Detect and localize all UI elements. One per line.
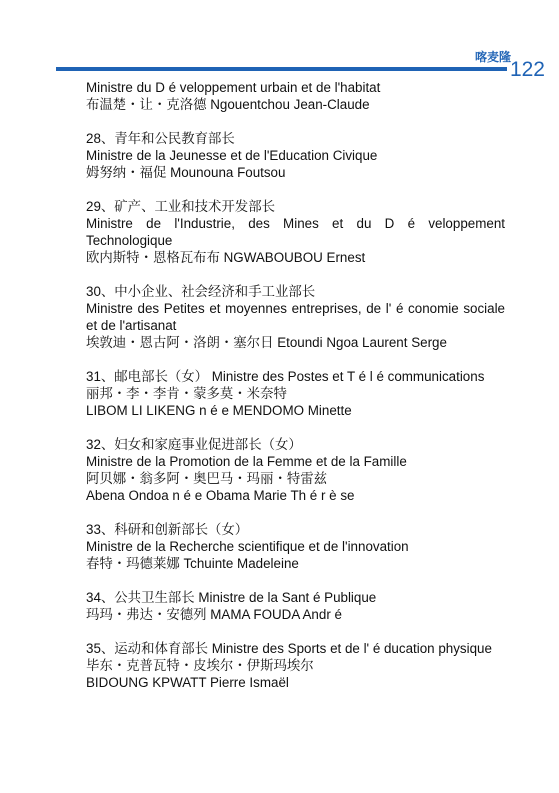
entry-line: BIDOUNG KPWATT Pierre Ismaël <box>86 675 289 690</box>
entry-block <box>86 640 505 691</box>
page-number: 122 <box>509 58 545 81</box>
entry-line: 33、科研和创新部长（女） <box>86 522 249 537</box>
entry-line: Ministre de la Promotion de la Femme et de la Famille <box>86 454 407 469</box>
entry-line: Ministre du D é veloppement urbain et de l'habitat <box>86 80 381 95</box>
entry-line: 丽邦・李・李肯・蒙多莫・米奈特 <box>86 386 287 401</box>
entry-block <box>86 521 505 572</box>
entry-line: 29、矿产、工业和技术开发部长 <box>86 199 275 214</box>
entry-line: LIBOM LI LIKENG n é e MENDOMO Minette <box>86 403 352 418</box>
entry-block <box>86 368 505 419</box>
entry-block <box>86 436 505 504</box>
entry-line: 32、妇女和家庭事业促进部长（女） <box>86 437 302 452</box>
page-content <box>86 79 505 708</box>
entry-line: Abena Ondoa n é e Obama Marie Th é r è se <box>86 488 355 503</box>
entry-line: 阿贝娜・翁多阿・奥巴马・玛丽・特雷兹 <box>86 471 328 486</box>
entry-line: Ministre des Petites et moyennes entreprises, de l' é conomie sociale et de l'artisanat <box>86 301 505 333</box>
header-title: 喀麦隆 <box>474 50 511 64</box>
entry-line: Ministre de la Recherche scientifique et de l'innovation <box>86 539 409 554</box>
entry-line: 欧内斯特・恩格瓦布布 NGWABOUBOU Ernest <box>86 250 366 265</box>
entry-line: 30、中小企业、社会经济和手工业部长 <box>86 284 316 299</box>
entry-line: 姆努纳・福促 Mounouna Foutsou <box>86 165 286 180</box>
entry-block <box>86 589 505 623</box>
entry-block <box>86 198 505 266</box>
entry-block <box>86 130 505 181</box>
entry-line: 35、运动和体育部长 Ministre des Sports et de l' é ducation physique <box>86 641 492 656</box>
entry-block <box>86 79 505 113</box>
entry-line: 埃敦迪・恩古阿・洛朗・塞尔日 Etoundi Ngoa Laurent Serge <box>86 335 447 350</box>
header-rule <box>56 67 507 71</box>
entry-line: 31、邮电部长（女） Ministre des Postes et T é l é communications <box>86 369 485 384</box>
entry-block <box>86 283 505 351</box>
entry-line: Ministre de la Jeunesse et de l'Education Civique <box>86 148 378 163</box>
entry-line: 布温楚・让・克洛德 Ngouentchou Jean-Claude <box>86 97 370 112</box>
entry-line: 玛玛・弗达・安德列 MAMA FOUDA Andr é <box>86 607 342 622</box>
entry-line: 34、公共卫生部长 Ministre de la Sant é Publique <box>86 590 377 605</box>
entry-line: 28、青年和公民教育部长 <box>86 131 235 146</box>
entry-line: 毕东・克普瓦特・皮埃尔・伊斯玛埃尔 <box>86 658 314 673</box>
entry-line: 春特・玛德莱娜 Tchuinte Madeleine <box>86 556 299 571</box>
entry-line: Ministre de l'Industrie, des Mines et du D é veloppement Technologique <box>86 216 505 248</box>
